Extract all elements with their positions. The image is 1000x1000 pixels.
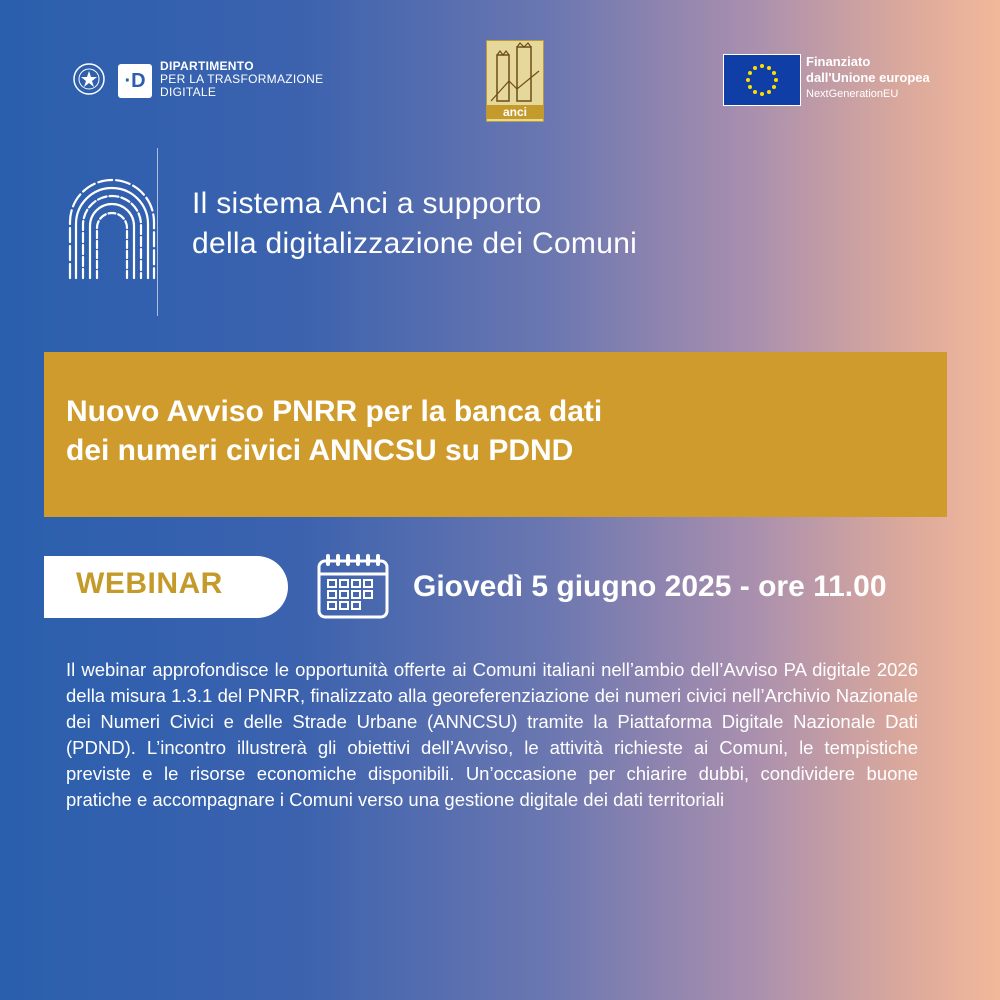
headline-line2: dei numeri civici ANNCSU su PDND [66, 434, 574, 467]
eu-funding-text [806, 54, 930, 102]
event-date: Giovedì 5 giugno 2025 - ore 11.00 [413, 570, 887, 603]
eu-line3: NextGenerationEU [806, 88, 899, 100]
header-title [192, 184, 637, 264]
eu-flag-icon [723, 54, 801, 106]
calendar-icon [316, 552, 390, 620]
headline-line1: Nuovo Avviso PNRR per la banca dati [66, 395, 603, 428]
header-title-line1: Il sistema Anci a supporto [192, 187, 542, 220]
header-title-line2: della digitalizzazione dei Comuni [192, 227, 638, 260]
anci-logo [486, 40, 544, 122]
webinar-label: WEBINAR [76, 567, 223, 600]
headline [66, 392, 602, 470]
italian-republic-emblem-icon [72, 62, 106, 96]
department-line3: DIGITALE [160, 85, 217, 99]
event-description: Il webinar approfondisce le opportunità offerte ai Comuni italiani nell’ambio dell’Avviso PA digitale 2026 della misura 1.3.1 del PNRR, finalizzato alla georeferenziazione dei numeri civici nell’Archivio Nazionale dei Numeri Civici e delle Strade Urbane (ANNCSU) tramite la Piattaforma Digitale Nazionale Dati (PDND). L’incontro illustrerà gli obiettivi dell’Avviso, le attività richieste ai Comuni, le tempistiche previste e le risorse economiche disponibili. Un’occasione per chiarire dubbi, condividere buone pratiche e accompagnare i Comuni verso una gestione digitale dei dati territoriali [66, 659, 918, 810]
anci-tower-icon [487, 41, 543, 105]
eu-line2: dall'Unione europea [806, 70, 930, 85]
fingerprint-arch-icon [66, 178, 158, 282]
anci-label: anci [487, 105, 543, 119]
department-name [160, 60, 323, 99]
department-logo: ·D [118, 64, 152, 98]
department-line1: DIPARTIMENTO [160, 59, 254, 73]
eu-line1: Finanziato [806, 54, 871, 69]
department-line2: PER LA TRASFORMAZIONE [160, 72, 324, 86]
